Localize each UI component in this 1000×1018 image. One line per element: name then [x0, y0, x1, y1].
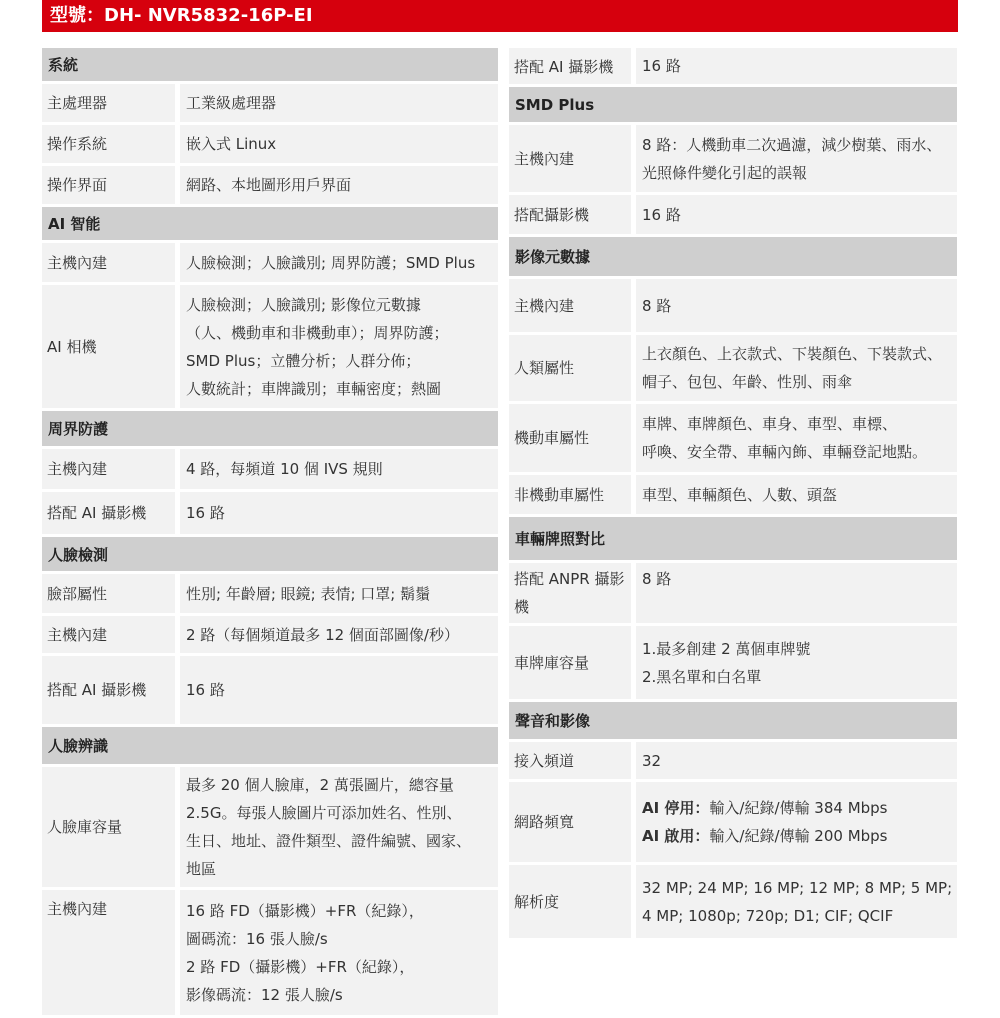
spec-label: 搭配 AI 攝影機: [42, 492, 175, 534]
spec-value: 8 路: [636, 279, 957, 332]
spec-value: [636, 335, 957, 401]
spec-line: 最多 20 個人臉庫，2 萬張圖片，總容量: [186, 776, 454, 794]
spec-label-line: 機: [514, 598, 530, 616]
right-spec-column: [509, 48, 957, 941]
spec-line: 2 路 FD（攝影機）+FR（紀錄），: [186, 957, 415, 976]
section-header-face-recognition: 人臉辨識: [42, 727, 498, 767]
table-row: [509, 782, 957, 865]
spec-value: 16 路: [636, 48, 957, 84]
spec-label: 網路頻寬: [509, 782, 631, 862]
spec-label: 主機內建: [42, 243, 175, 282]
table-row: [42, 125, 498, 166]
spec-label: 非機動車屬性: [509, 475, 631, 514]
spec-line: 4 MP; 1080p; 720p; D1; CIF; QCIF: [642, 906, 894, 925]
spec-value: [636, 125, 957, 192]
spec-line: 人臉檢測；人臉識別; 影像位元數據: [186, 295, 421, 314]
spec-value: 4 路，每頻道 10 個 IVS 規則: [180, 449, 498, 489]
table-row: [509, 742, 957, 782]
table-row: [509, 626, 957, 702]
spec-value: 網路、本地圖形用戶界面: [180, 166, 498, 204]
spec-value: 32: [636, 742, 957, 779]
table-row: [42, 166, 498, 207]
spec-line: 32 MP; 24 MP; 16 MP; 12 MP; 8 MP; 5 MP;: [642, 878, 953, 897]
spec-label: 搭配 AI 攝影機: [42, 656, 175, 724]
spec-label: 主機內建: [42, 449, 175, 489]
table-row: [509, 404, 957, 475]
spec-line: 地區: [186, 860, 217, 878]
spec-label: 人類屬性: [509, 335, 631, 401]
spec-line: 2.5G。每張人臉圖片可添加姓名、性別、: [186, 804, 462, 822]
spec-label: 機動車屬性: [509, 404, 631, 472]
spec-line: 生日、地址、證件類型、證件編號、國家、: [186, 832, 472, 850]
table-row: [509, 125, 957, 195]
spec-label: 主處理器: [42, 84, 175, 122]
spec-value: [636, 404, 957, 472]
spec-value: [180, 767, 498, 887]
spec-line: 影像碼流：12 張人臉/s: [186, 985, 343, 1004]
section-header-plate-compare: 車輛牌照對比: [509, 517, 957, 563]
table-row: [42, 616, 498, 656]
spec-line: 8 路：人機動車二次過濾，減少樹葉、雨水、: [642, 135, 942, 154]
spec-value: 2 路（每個頻道最多 12 個面部圖像/秒）: [180, 616, 498, 653]
table-row: [42, 285, 498, 411]
spec-line: SMD Plus；立體分析；人群分佈；: [186, 351, 421, 370]
spec-label: 搭配 AI 攝影機: [509, 48, 631, 84]
spec-label-line: 搭配 ANPR 攝影: [514, 570, 625, 588]
section-header-face-detection: 人臉檢測: [42, 537, 498, 574]
spec-label: 操作系統: [42, 125, 175, 163]
spec-value: [180, 285, 498, 408]
spec-value: 16 路: [180, 656, 498, 724]
spec-value: [636, 782, 957, 862]
spec-label: 人臉庫容量: [42, 767, 175, 887]
spec-line-text: 輸入/紀錄/傳輸 200 Mbps: [709, 827, 888, 845]
spec-line: 16 路 FD（攝影機）+FR（紀錄），: [186, 901, 424, 920]
spec-label: 操作界面: [42, 166, 175, 204]
spec-label: 主機內建: [42, 616, 175, 653]
spec-value: [636, 626, 957, 699]
spec-value: 嵌入式 Linux: [180, 125, 498, 163]
spec-value: [636, 865, 957, 938]
section-header-smd-plus: SMD Plus: [509, 87, 957, 125]
spec-line: 車牌、車牌顏色、車身、車型、車標、: [642, 415, 898, 433]
spec-label: 臉部屬性: [42, 574, 175, 613]
table-row: [509, 48, 957, 87]
spec-value: 人臉檢測；人臉識別; 周界防護；SMD Plus: [180, 243, 498, 282]
table-row: [509, 335, 957, 404]
spec-line: 光照條件變化引起的誤報: [642, 163, 808, 182]
section-header-audio-video: 聲音和影像: [509, 702, 957, 742]
section-header-system: 系統: [42, 48, 498, 84]
table-row: [42, 449, 498, 492]
spec-line: 1.最多創建 2 萬個車牌號: [642, 639, 811, 658]
table-row: [509, 475, 957, 517]
spec-line: [642, 822, 957, 850]
spec-line: 2.黑名單和白名單: [642, 667, 762, 686]
spec-line: 上衣顏色、上衣款式、下裝顏色、下裝款式、: [642, 345, 943, 363]
table-row: [509, 279, 957, 335]
table-row: [509, 195, 957, 237]
table-row: [42, 890, 498, 1018]
table-row: [42, 243, 498, 285]
spec-line-prefix: AI 停用：: [642, 799, 710, 817]
spec-line: 人數統計；車牌識別；車輛密度；熱圖: [186, 379, 442, 398]
table-row: [509, 563, 957, 626]
section-header-perimeter: 周界防護: [42, 411, 498, 449]
spec-label: 車牌庫容量: [509, 626, 631, 699]
left-spec-column: [42, 48, 498, 1018]
spec-value: 性別; 年齡層; 眼鏡; 表情; 口罩; 鬍鬚: [180, 574, 498, 613]
spec-label: 接入頻道: [509, 742, 631, 779]
spec-line-prefix: AI 啟用：: [642, 827, 710, 845]
spec-value: 16 路: [636, 195, 957, 234]
spec-line-text: 輸入/紀錄/傳輸 384 Mbps: [709, 799, 888, 817]
spec-line: 圖碼流：16 張人臉/s: [186, 929, 328, 948]
table-row: [42, 656, 498, 727]
spec-label: AI 相機: [42, 285, 175, 408]
table-row: [42, 767, 498, 890]
spec-line: 呼喚、安全帶、車輛內飾、車輛登記地點。: [642, 443, 928, 461]
spec-line: （人、機動車和非機動車）；周界防護；: [186, 323, 449, 342]
section-header-metadata: 影像元數據: [509, 237, 957, 279]
spec-label: 解析度: [509, 865, 631, 938]
spec-line: 帽子、包包、年齡、性別、雨傘: [642, 373, 853, 391]
spec-value: 工業級處理器: [180, 84, 498, 122]
spec-value: 車型、車輛顏色、人數、頭盔: [636, 475, 957, 514]
table-row: [42, 574, 498, 616]
spec-line: [642, 794, 957, 822]
section-header-ai: AI 智能: [42, 207, 498, 243]
table-row: [509, 865, 957, 941]
spec-label: [509, 563, 631, 623]
spec-value: 16 路: [180, 492, 498, 534]
model-title: 型號：DH- NVR5832-16P-EI: [42, 0, 958, 32]
spec-value: 8 路: [636, 563, 957, 623]
table-row: [42, 84, 498, 125]
spec-value: [180, 890, 498, 1015]
spec-label: 主機內建: [509, 125, 631, 192]
spec-label: 搭配攝影機: [509, 195, 631, 234]
table-row: [42, 492, 498, 537]
spec-label: 主機內建: [42, 890, 175, 1015]
spec-label: 主機內建: [509, 279, 631, 332]
